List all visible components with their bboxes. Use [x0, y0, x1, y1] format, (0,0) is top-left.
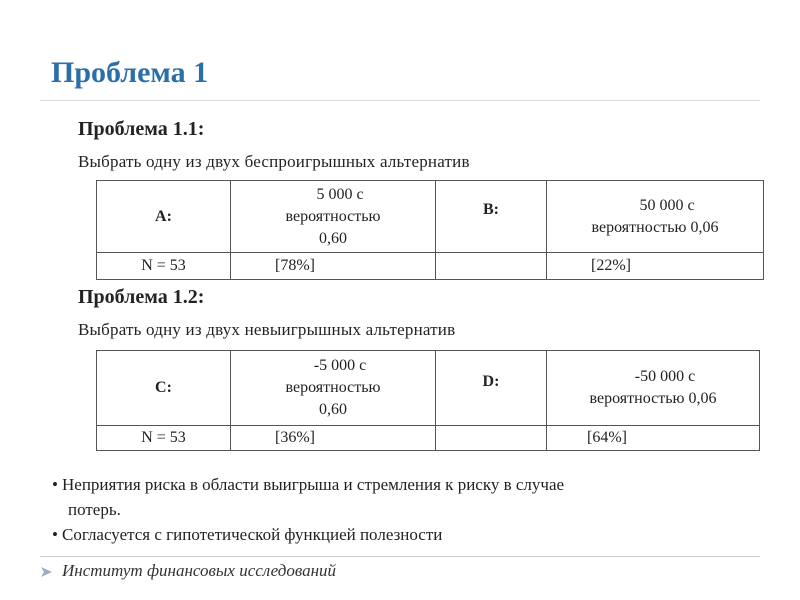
- table-row: [97, 181, 764, 253]
- option-d-share: [64%]: [547, 426, 760, 451]
- option-c-value: -5 000 с вероятностью 0,60: [231, 351, 436, 426]
- bullet-dot: •: [52, 525, 58, 544]
- bullet-1-line-1: Неприятия риска в области выигрыша и стремления к риску в случае: [62, 475, 565, 494]
- option-d-value: -50 000 с вероятностью 0,06: [547, 351, 760, 426]
- bullet-dot: •: [52, 475, 58, 494]
- empty-cell: [436, 253, 547, 280]
- table-row: [97, 351, 760, 426]
- conclusions-list: [52, 472, 564, 547]
- title-divider: [40, 100, 760, 101]
- bullet-1-line-2: потерь.: [68, 500, 121, 519]
- option-c-label: C:: [97, 351, 231, 426]
- option-a-share: [78%]: [231, 253, 436, 280]
- problem-1-2-table: [96, 350, 760, 451]
- option-a-value: 5 000 с вероятностью 0,60: [231, 181, 436, 253]
- option-b-share: [22%]: [547, 253, 764, 280]
- sample-size: N = 53: [97, 253, 231, 280]
- footer-divider: [40, 556, 760, 557]
- sample-size: N = 53: [97, 426, 231, 451]
- option-b-value: 50 000 с вероятностью 0,06: [547, 181, 764, 253]
- problem-1-1-description: Выбрать одну из двух беспроигрышных альтернатив: [78, 152, 470, 171]
- option-b-label: B:: [436, 181, 547, 253]
- problem-1-1-heading: Проблема 1.1:: [78, 118, 205, 140]
- list-item: [52, 522, 564, 547]
- table-row: [97, 253, 764, 280]
- empty-cell: [436, 426, 547, 451]
- triangle-arrow-icon: [40, 566, 54, 578]
- problem-1-1-table: [96, 180, 764, 280]
- problem-1-2-heading: Проблема 1.2:: [78, 286, 205, 308]
- table-row: [97, 426, 760, 451]
- slide-title: Проблема 1: [51, 56, 209, 89]
- option-d-label: D:: [436, 351, 547, 426]
- problem-1-2-description: Выбрать одну из двух невыигрышных альтернатив: [78, 320, 456, 339]
- footer-text: Институт финансовых исследований: [62, 561, 337, 580]
- list-item: [52, 472, 564, 522]
- option-c-share: [36%]: [231, 426, 436, 451]
- bullet-2-line-1: Согласуется с гипотетической функцией полезности: [62, 525, 443, 544]
- option-a-label: A:: [97, 181, 231, 253]
